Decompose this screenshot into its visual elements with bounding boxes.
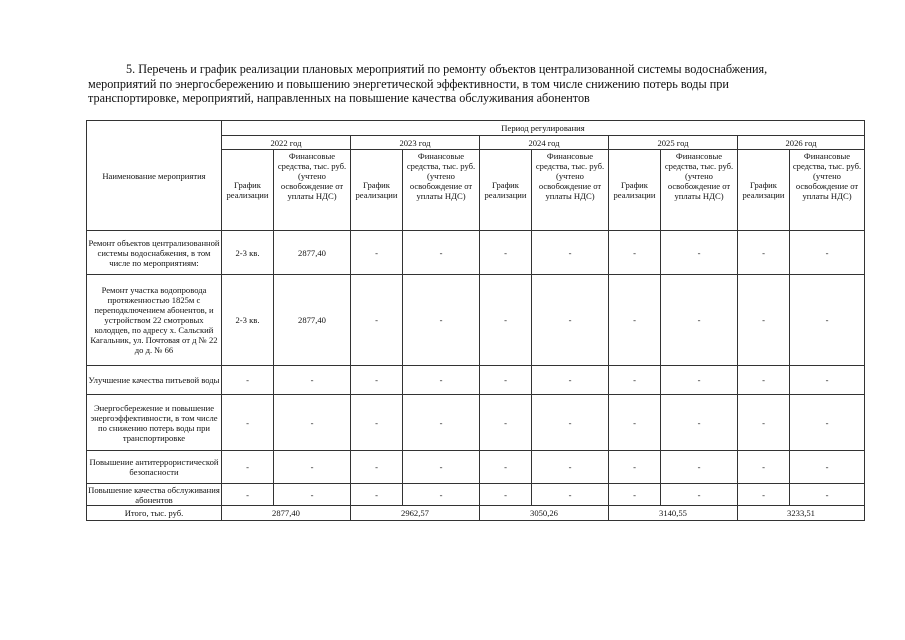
- cell: -: [790, 451, 865, 484]
- cell: -: [403, 275, 480, 366]
- cell: -: [351, 484, 403, 506]
- cell: -: [532, 451, 609, 484]
- cell: -: [274, 395, 351, 451]
- cell: -: [790, 366, 865, 395]
- cell: -: [351, 451, 403, 484]
- cell: -: [403, 231, 480, 275]
- cell: -: [609, 395, 661, 451]
- row-name: Повышение качества обслуживания абонентов: [88, 484, 220, 505]
- table-row: [87, 451, 865, 484]
- finance-subheader: Финансовые средства, тыс. руб. (учтено освобождение от уплаты НДС): [661, 150, 738, 231]
- cell: -: [274, 366, 351, 395]
- cell: -: [661, 451, 738, 484]
- cell: -: [274, 451, 351, 484]
- schedule-subheader: График реализации: [609, 150, 661, 231]
- section-heading: [88, 62, 858, 106]
- period-header: Период регулирования: [222, 121, 865, 136]
- cell: -: [738, 275, 790, 366]
- cell: -: [480, 484, 532, 506]
- cell: -: [661, 231, 738, 275]
- year-header: 2024 год: [480, 136, 609, 150]
- cell: 2877,40: [274, 275, 351, 366]
- total-row: [87, 506, 865, 521]
- cell: -: [790, 484, 865, 506]
- cell: -: [532, 231, 609, 275]
- cell: -: [738, 484, 790, 506]
- finance-subheader: Финансовые средства, тыс. руб. (учтено освобождение от уплаты НДС): [790, 150, 865, 231]
- cell: -: [738, 395, 790, 451]
- table-row: [87, 366, 865, 395]
- cell: -: [480, 366, 532, 395]
- cell: -: [532, 484, 609, 506]
- cell: -: [609, 231, 661, 275]
- schedule-subheader: График реализации: [351, 150, 403, 231]
- cell: -: [609, 366, 661, 395]
- cell: -: [661, 395, 738, 451]
- schedule-subheader: График реализации: [222, 150, 274, 231]
- cell: -: [403, 484, 480, 506]
- total-value: 3233,51: [738, 506, 865, 521]
- year-header: 2026 год: [738, 136, 865, 150]
- finance-subheader: Финансовые средства, тыс. руб. (учтено освобождение от уплаты НДС): [403, 150, 480, 231]
- table-row: [87, 395, 865, 451]
- total-value: 3050,26: [480, 506, 609, 521]
- cell: -: [351, 366, 403, 395]
- cell: -: [532, 275, 609, 366]
- cell: -: [790, 395, 865, 451]
- cell: 2-3 кв.: [222, 231, 274, 275]
- cell: -: [351, 395, 403, 451]
- cell: -: [274, 484, 351, 506]
- total-value: 2962,57: [351, 506, 480, 521]
- cell: -: [480, 451, 532, 484]
- cell: -: [609, 451, 661, 484]
- measures-table: [86, 120, 865, 521]
- finance-subheader: Финансовые средства, тыс. руб. (учтено освобождение от уплаты НДС): [274, 150, 351, 231]
- table-row: [87, 484, 865, 506]
- cell: -: [222, 484, 274, 506]
- row-name: Повышение антитеррористической безопасности: [87, 451, 222, 484]
- cell: -: [403, 366, 480, 395]
- cell: -: [661, 484, 738, 506]
- cell: -: [480, 275, 532, 366]
- table-row: [87, 231, 865, 275]
- cell: -: [222, 395, 274, 451]
- heading-line-3: транспортировке, мероприятий, направленных на повышение качества обслуживания абонентов: [88, 91, 590, 105]
- cell: -: [480, 395, 532, 451]
- cell: -: [351, 231, 403, 275]
- cell: -: [609, 484, 661, 506]
- row-name: Ремонт объектов централизованной системы водоснабжения, в том числе по мероприятиям:: [87, 231, 222, 275]
- heading-line-1: 5. Перечень и график реализации плановых мероприятий по ремонту объектов централизованной системы водоснабжения,: [126, 62, 768, 76]
- cell: -: [661, 366, 738, 395]
- cell: -: [661, 275, 738, 366]
- cell: 2-3 кв.: [222, 275, 274, 366]
- schedule-subheader: График реализации: [738, 150, 790, 231]
- cell: -: [532, 395, 609, 451]
- schedule-subheader: График реализации: [480, 150, 532, 231]
- cell: -: [790, 275, 865, 366]
- cell: -: [480, 231, 532, 275]
- year-header: 2023 год: [351, 136, 480, 150]
- cell: -: [609, 275, 661, 366]
- heading-line-2: мероприятий по энергосбережению и повышению энергетической эффективности, в том числе снижению потерь воды при: [88, 76, 729, 91]
- total-value: 2877,40: [222, 506, 351, 521]
- table-row: [87, 275, 865, 366]
- total-value: 3140,55: [609, 506, 738, 521]
- cell: -: [403, 395, 480, 451]
- year-header: 2025 год: [609, 136, 738, 150]
- row-name: Ремонт участка водопровода протяженностью 1825м с переподключением абонентов, и устройством 22 смотровых колодцев, по адресу х. Сальский Кагальник, ул. Почтовая от д № 22 до д. № 66: [87, 275, 222, 366]
- year-header: 2022 год: [222, 136, 351, 150]
- cell: -: [351, 275, 403, 366]
- cell: -: [790, 231, 865, 275]
- cell: -: [738, 366, 790, 395]
- total-label: Итого, тыс. руб.: [87, 506, 222, 521]
- row-name: Энергосбережение и повышение энергоэффективности, в том числе по снижению потерь воды при транспортировке: [87, 395, 222, 451]
- row-name: Улучшение качества питьевой воды: [87, 366, 222, 395]
- cell: -: [222, 366, 274, 395]
- cell: -: [738, 451, 790, 484]
- cell: -: [532, 366, 609, 395]
- cell: -: [222, 451, 274, 484]
- cell: -: [403, 451, 480, 484]
- finance-subheader: Финансовые средства, тыс. руб. (учтено освобождение от уплаты НДС): [532, 150, 609, 231]
- name-column-header: Наименование мероприятия: [87, 121, 222, 231]
- cell: -: [738, 231, 790, 275]
- cell: 2877,40: [274, 231, 351, 275]
